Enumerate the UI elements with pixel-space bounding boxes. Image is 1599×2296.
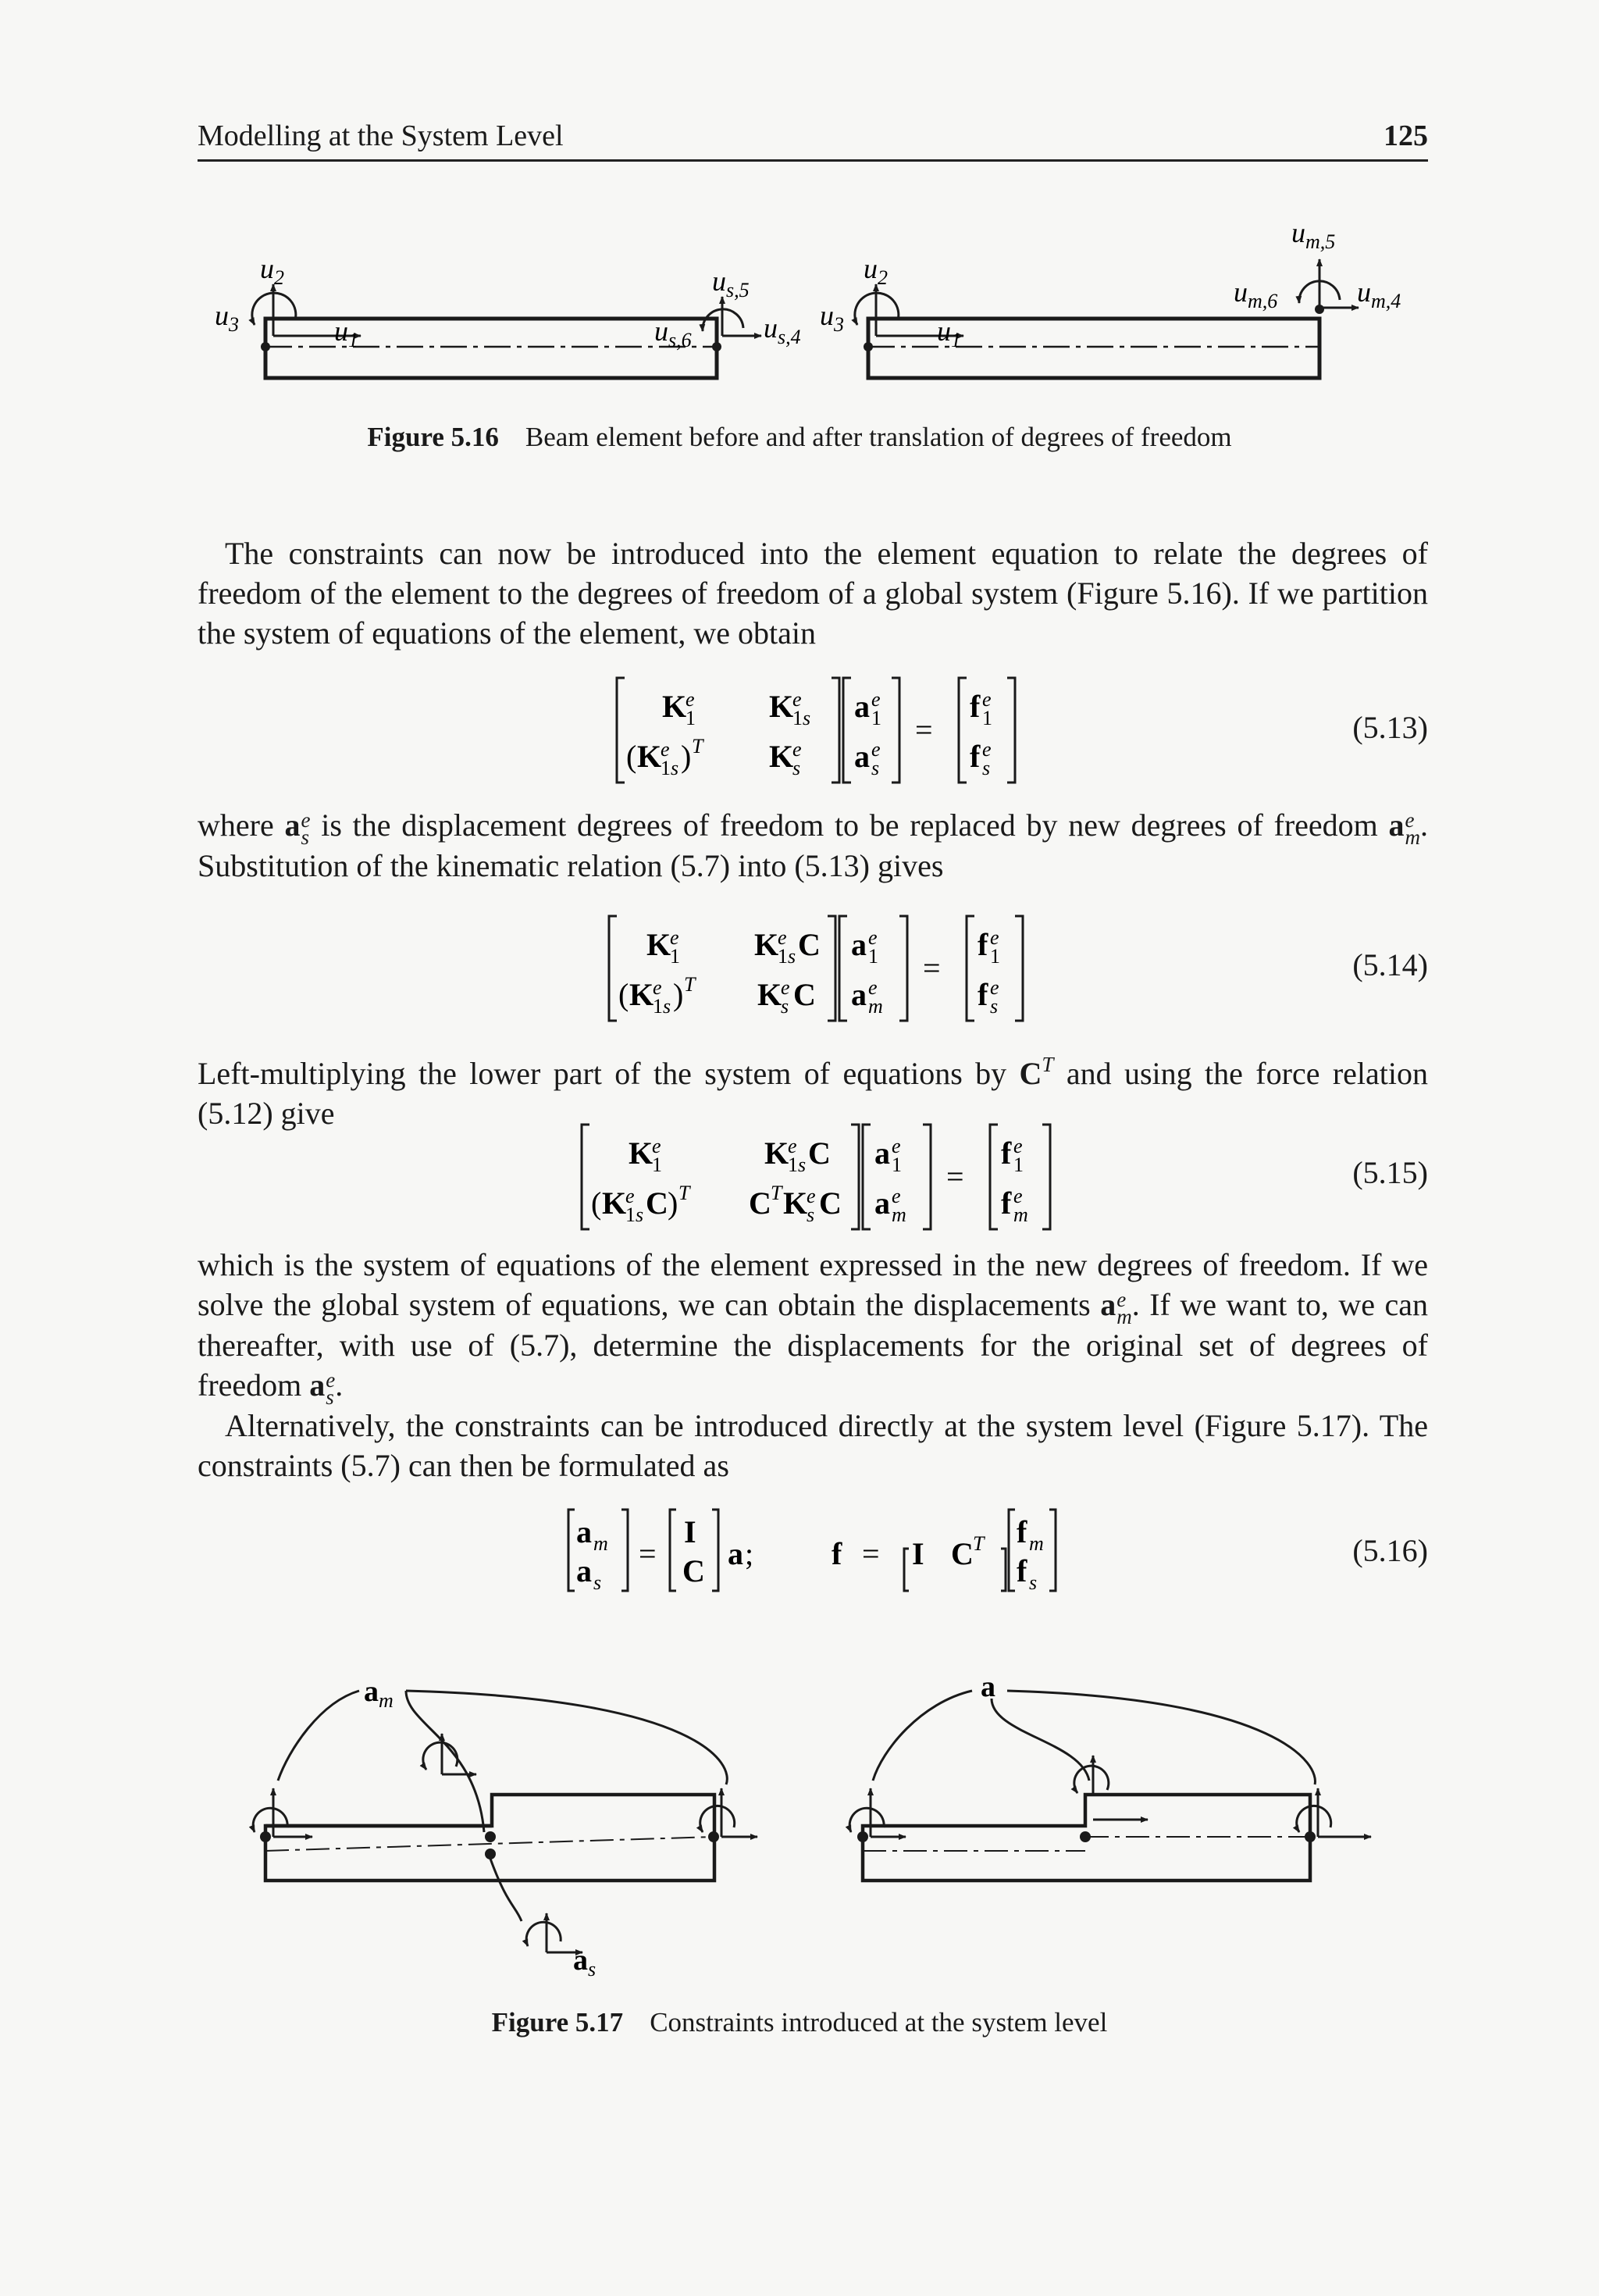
svg-text:e: e	[868, 976, 878, 999]
svg-text:s: s	[593, 1571, 602, 1594]
figure-5-17-caption	[0, 2007, 1599, 2038]
svg-text:u2: $u_2$	[260, 253, 284, 289]
equation-5-13	[609, 672, 1046, 789]
svg-text:m: m	[1029, 1532, 1044, 1555]
svg-text:K: K	[629, 977, 654, 1012]
svg-text:u1: $u_1$	[937, 316, 961, 351]
svg-text:e: e	[792, 688, 802, 711]
svg-text:T: T	[684, 973, 696, 996]
svg-text:I: I	[912, 1536, 924, 1571]
svg-text:1: 1	[868, 945, 878, 968]
svg-text:=: =	[946, 1159, 964, 1194]
svg-text:e: e	[871, 738, 881, 761]
paragraph-2: where a e s is the displacement degrees of freedom to be replaced by new degrees of freedom a e m . Substitution of the kinematic relation (5.7) into (5.13) gives	[198, 808, 1429, 883]
svg-text:1: 1	[982, 707, 992, 729]
svg-text:1: 1	[1013, 1153, 1024, 1176]
svg-text:T: T	[973, 1532, 985, 1555]
svg-text:um,4: $u_{m,4}$	[1357, 276, 1401, 312]
svg-text:e: e	[686, 688, 695, 711]
svg-text:f: f	[978, 977, 988, 1012]
svg-text:): )	[668, 1185, 678, 1221]
svg-text:1: 1	[652, 1153, 662, 1176]
svg-text:am: $a_m$	[364, 1675, 394, 1712]
svg-text:K: K	[646, 927, 671, 962]
paragraph-3-end: and using the force relation (5.12) give	[198, 1056, 1429, 1131]
svg-text:1: 1	[670, 945, 680, 968]
paragraph-4-end: . If we want to, we can thereafter, with use of (5.7), determine the displacements for the original set of degrees of freedom	[198, 1287, 1429, 1403]
figure-5-16-caption-text: Beam element before and after translation of degrees of freedom	[525, 422, 1232, 452]
svg-text:K: K	[602, 1185, 627, 1221]
svg-text:C: C	[646, 1185, 668, 1221]
svg-text:s: s	[1029, 1571, 1038, 1594]
svg-text:s: s	[781, 995, 789, 1018]
svg-text:e: e	[788, 1135, 797, 1157]
svg-text:I: I	[684, 1514, 696, 1549]
svg-text:=: =	[923, 950, 941, 986]
svg-text:m: m	[593, 1532, 608, 1555]
svg-text:u3: $u_3$	[820, 300, 844, 336]
paragraph-5: Alternatively, the constraints can be introduced directly at the system level (Figure 5.17). The constraints (5.7) can then be formulated as	[198, 1408, 1428, 1483]
svg-text:1: 1	[990, 945, 1000, 968]
svg-text:T: T	[692, 735, 703, 758]
svg-text:1s: 1s	[792, 707, 811, 729]
svg-text:e: e	[982, 688, 992, 711]
svg-text:e: e	[625, 1185, 635, 1207]
svg-text:a: a	[874, 1185, 890, 1221]
svg-text:=: =	[862, 1536, 880, 1571]
paragraph-2-lead: where	[198, 808, 274, 843]
svg-text:K: K	[637, 739, 662, 774]
eq-5-15-number: (5.15)	[1352, 1155, 1428, 1190]
svg-text:1s: 1s	[661, 757, 679, 779]
svg-text:e: e	[1013, 1135, 1023, 1157]
svg-text:(: (	[626, 739, 637, 774]
svg-text:um,5: $u_{m,5}$	[1291, 217, 1336, 253]
svg-text:a: a	[851, 927, 867, 962]
svg-text:C: C	[951, 1536, 974, 1571]
svg-text:u2: $u_2$	[864, 253, 888, 289]
svg-text:K: K	[769, 739, 794, 774]
paragraph-1: The constraints can now be introduced into the element equation to relate the degrees of freedom of the element to the degrees of freedom of a global system (Figure 5.16). If we partition the system of equations of the element, we obtain	[198, 536, 1428, 651]
svg-text:m: m	[868, 995, 883, 1018]
svg-text:a: a	[576, 1553, 592, 1588]
svg-text:1: 1	[871, 707, 881, 729]
svg-text:K: K	[629, 1136, 653, 1171]
svg-text:K: K	[783, 1185, 808, 1221]
paragraph-3: Left-multiplying the lower part of the system of equations by $C^T$ and using the force relation (5.12) give	[198, 1053, 1429, 1131]
svg-text:): )	[673, 977, 684, 1012]
svg-text:e: e	[781, 976, 790, 999]
equation-5-14	[601, 910, 1038, 1027]
svg-text:a: a	[728, 1536, 743, 1571]
svg-text:f: f	[1017, 1553, 1027, 1588]
svg-text:us,6: $u_{s,6}$	[654, 316, 692, 351]
svg-text:K: K	[769, 689, 794, 724]
svg-text:s: s	[792, 757, 801, 779]
svg-text:K: K	[757, 977, 782, 1012]
svg-text:m: m	[1013, 1203, 1028, 1226]
paragraph-4-lead: which is the system of equations of the element expressed in the new degrees of freedom. If we solve the global system of equations, we can obtain the displacements	[198, 1247, 1428, 1322]
paragraph-2-end: . Substitution of the kinematic relation (5.7) into (5.13) gives	[198, 808, 1429, 883]
svg-text:C: C	[793, 977, 816, 1012]
figure-5-17-caption-text: Constraints introduced at the system level	[650, 2007, 1108, 2038]
svg-text:1: 1	[686, 707, 696, 729]
svg-text:s: s	[990, 995, 999, 1018]
svg-text:e: e	[792, 738, 802, 761]
svg-text:f: f	[1017, 1514, 1027, 1549]
svg-text:1s: 1s	[653, 995, 671, 1018]
svg-text:a: a	[981, 1670, 995, 1703]
svg-text:e: e	[868, 926, 878, 949]
svg-text:a: a	[576, 1514, 592, 1549]
svg-text:e: e	[892, 1185, 901, 1207]
svg-text:C: C	[808, 1136, 831, 1171]
svg-text:C: C	[682, 1553, 705, 1588]
paragraph-2-middle: is the displacement degrees of freedom to be replaced by new degrees of freedom	[321, 808, 1378, 843]
paragraph-4: which is the system of equations of the element expressed in the new degrees of freedom. If we solve the global system of equations, we can obtain the displacements a e m . If we want to, we can thereafter, with use of (5.7), determine the displacements for the original set of degrees of freedom a e s .	[198, 1247, 1429, 1409]
svg-text:1s: 1s	[788, 1153, 807, 1176]
svg-text:s: s	[807, 1203, 815, 1226]
svg-text:e: e	[871, 688, 881, 711]
svg-text:f: f	[970, 739, 981, 774]
svg-text:e: e	[982, 738, 992, 761]
equation-5-16	[562, 1503, 1077, 1597]
svg-text:s: s	[871, 757, 880, 779]
svg-text:e: e	[990, 926, 999, 949]
svg-text:e: e	[892, 1135, 901, 1157]
page-number: 125	[1384, 119, 1428, 152]
figure-5-17-label: Figure 5.17	[491, 2007, 624, 2038]
svg-text:e: e	[778, 926, 787, 949]
svg-text:1s: 1s	[778, 945, 796, 968]
running-head	[198, 114, 1428, 162]
paragraph-3-lead: Left-multiplying the lower part of the system of equations by	[198, 1056, 1007, 1091]
svg-text:T: T	[678, 1182, 690, 1204]
svg-text:K: K	[754, 927, 779, 962]
figure-5-16-diagram	[0, 211, 1599, 390]
svg-text:=: =	[915, 712, 933, 747]
svg-text:e: e	[652, 1135, 661, 1157]
svg-text:us,4: $u_{s,4}$	[764, 312, 801, 348]
svg-text:1: 1	[892, 1153, 902, 1176]
svg-text:(: (	[618, 977, 629, 1012]
svg-text:e: e	[807, 1185, 816, 1207]
svg-text:s: s	[982, 757, 991, 779]
svg-text:e: e	[1013, 1185, 1023, 1207]
eq-5-13-number: (5.13)	[1352, 710, 1428, 745]
svg-text:a: a	[854, 689, 870, 724]
svg-text:f: f	[1001, 1136, 1012, 1171]
svg-text:e: e	[653, 976, 662, 999]
svg-text:u1: $u_1$	[334, 316, 358, 351]
svg-text:m: m	[892, 1203, 906, 1226]
beam-after-translation	[820, 217, 1401, 378]
equation-5-15	[574, 1118, 1058, 1235]
svg-text:1s: 1s	[625, 1203, 644, 1226]
svg-text:a: a	[854, 739, 870, 774]
svg-text:f: f	[1001, 1185, 1012, 1221]
svg-text:C: C	[798, 927, 821, 962]
running-title: Modelling at the System Level	[198, 119, 564, 152]
svg-text:us,5: $u_{s,5}$	[712, 266, 750, 301]
svg-text:f: f	[832, 1536, 842, 1571]
eq-5-14-number: (5.14)	[1352, 947, 1428, 982]
eq-5-16-number: (5.16)	[1352, 1533, 1428, 1568]
svg-text:e: e	[661, 738, 670, 761]
figure-5-17-diagram	[0, 1656, 1599, 1984]
svg-text:;: ;	[745, 1536, 754, 1571]
svg-text:e: e	[990, 976, 999, 999]
svg-text:(: (	[591, 1185, 602, 1221]
svg-text:u3: $u_3$	[215, 300, 239, 336]
beam-before-translation	[215, 253, 801, 378]
figure-5-16-caption	[0, 422, 1599, 453]
svg-text:a: a	[874, 1136, 890, 1171]
svg-text:as: $a_s$	[573, 1944, 597, 1980]
svg-text:f: f	[978, 927, 988, 962]
svg-text:K: K	[662, 689, 687, 724]
svg-text:f: f	[970, 689, 981, 724]
svg-text:): )	[681, 739, 692, 774]
svg-text:K: K	[764, 1136, 789, 1171]
figure-5-16-label: Figure 5.16	[367, 422, 499, 452]
svg-text:T: T	[771, 1182, 782, 1204]
svg-text:C: C	[749, 1185, 771, 1221]
svg-text:um,6: $u_{m,6}$	[1234, 276, 1278, 312]
svg-text:=: =	[639, 1536, 657, 1571]
svg-text:a: a	[851, 977, 867, 1012]
svg-text:C: C	[819, 1185, 842, 1221]
svg-text:e: e	[670, 926, 679, 949]
